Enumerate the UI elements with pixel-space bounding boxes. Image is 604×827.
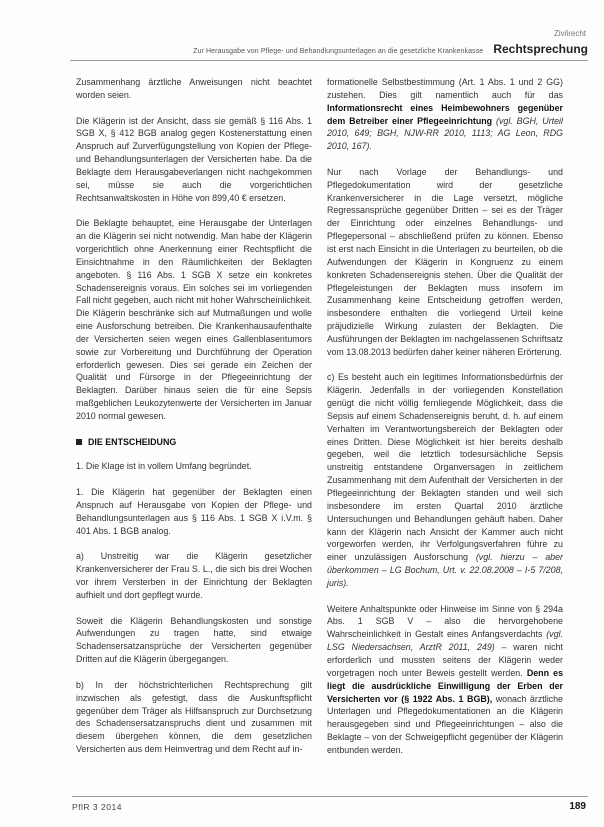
paragraph: a) Unstreitig war die Klägerin gesetzlicher Krankenversicherer der Frau S. L., die sich bis drei Wochen vor ihrem Versterben in der Einrichtung der Beklagten aufhielt und dort gepflegt wurde.	[76, 551, 312, 600]
paragraph: b) In der höchstrichterlichen Rechtsprechung gilt inzwischen als gefestigt, dass die Auskunftspflicht gegenüber dem Träger als Hilfsanspruch zur Durchsetzung des Schadensersatzanspruchs dient und zusammen mit diesem übergehen können, die dem gesetzlichen Versicherten aus dem Heimvertrag und dem Recht auf in-	[76, 679, 312, 755]
paragraph: Zusammenhang ärztliche Anweisungen nicht beachtet worden seien.	[76, 77, 312, 100]
bold-text: Informationsrecht eines Heimbewohners gegenüber dem Betreiber einer Pflegeeinrichtung	[327, 102, 563, 126]
paragraph: Die Beklagte behauptet, eine Herausgabe der Unterlagen an die Klägerin sei nicht notwendig. Man habe der Klägerin vorgerichtlich ohne Anerkennung einer Rechtspflicht die Einsichtnahme in den Räumlichkeiten der Beklagten angeboten. § 116 Abs. 1 SGB X setze ein konkretes Schadensereignis voraus. Ein solches sei im vorliegenden Fall nicht gegeben, auch nicht mit hoher Wahrscheinlichkeit. Die Klägerin beschränke sich auf Mutmaßungen und wolle eine Ausforschung betreiben. Die Krankenhausaufenthalte der Versicherten seien wegen eines Gallenblasentumors sowie zur Vorbereitung und Durchführung der Operation erforderlich gewesen. Dies sei gerade ein Zeichen der Qualität und Fürsorge in der Pflegeeinrichtung der Beklagten. Darüber hinaus seien die für eine Sepsis maßgeblichen Leukozytenwerte der Versicherten im Januar 2010 normal gewesen.	[76, 218, 312, 421]
section-title: Rechtsprechung	[493, 42, 588, 56]
paragraph: 1. Die Klägerin hat gegenüber der Beklagten einen Anspruch auf Herausgabe von Kopien der Pflege- und Behandlungsunterlagen aus § 116 Abs. 1 SGB X i.V.m. § 401 Abs. 1 BGB analog.	[76, 487, 312, 536]
text-run: formationelle Selbstbestimmung (Art. 1 Abs. 1 und 2 GG) zustehen. Dies gilt namentlich auch für das	[327, 77, 563, 100]
text-run: c) Es besteht auch ein legitimes Informationsbedürfnis der Klägerin. Jedenfalls in der vorliegenden Konstellation genügt die nicht völlig fernliegende Möglichkeit, dass die Sepsis auf einem Schadensereignis beruht, d. h. auf einem Verhalten im Verantwortungsbereich der Beklagten oder eines Dritten. Diese Möglichkeit ist hier bereits deshalb gegeben, weil die letztlich todesursächliche Sepsis unstreitig entstandene Organversagen in zeitlichem Zusammenhang mit dem Aufenthalt der Versicherten in der Pflegeeinrichtung der Beklagten standen und weil sich insbesondere im ersten Quartal 2010 ärztliche Untersuchungen und Behandlungen gehäuft haben. Daher kann der Klägerin nach Ansicht der Kammer auch nicht vorgeworfen werden, ihr Verfolgungsverfahren führe zu einer unzulässigen Ausforschung	[327, 372, 563, 563]
header-divider	[70, 60, 588, 61]
right-column	[327, 76, 563, 770]
citation-text: (vgl. LSG Niedersachsen, ArztR 2011, 249)	[327, 629, 563, 653]
paragraph: Soweit die Klägerin Behandlungskosten und sonstige Aufwendungen zu tragen hatte, sind etwaige Schadensersatzansprüche der Versicherten gegenüber Dritten auf die Klägerin übergegangen.	[76, 615, 312, 665]
paragraph: 1. Die Klage ist in vollem Umfang begründet.	[76, 461, 252, 472]
section-heading-label: DIE ENTSCHEIDUNG	[88, 436, 177, 447]
journal-issue: PflR 3 2014	[72, 802, 122, 812]
text-run: – waren nicht erforderlich und mussten seitens der Klägerin weder vorgetragen noch unter Beweis gestellt werden.	[327, 642, 563, 678]
header-category-tag: Zivilrecht	[553, 29, 586, 38]
text-run: Weitere Anhaltspunkte oder Hinweise im Sinne von § 294a Abs. 1 SGB V – also die hervorgehobene Wahrscheinlichkeit in Gestalt eines Anfangsverdachts	[327, 603, 563, 640]
page-header	[70, 42, 588, 58]
paragraph	[327, 371, 563, 589]
section-heading	[76, 436, 312, 449]
text-run: wonach ärztliche Unterlagen und Pflegedokumentationen an die Klägerin herausgegeben sind und Pflegeeinrichtungen – also die Beklagte – von der Schweigepflicht gegenüber der Klägerin entbunden werden.	[327, 693, 563, 755]
paragraph	[327, 76, 563, 153]
citation-text: (vgl. BGH, Urteil 2010, 649; BGH, NJW-RR 2010, 1113; AG Leon, RDG 2010, 167).	[327, 115, 564, 152]
bullet-square-icon	[76, 439, 82, 445]
left-column	[76, 76, 312, 769]
running-title: Zur Herausgabe von Pflege- und Behandlungsunterlagen an die gesetzliche Krankenkasse	[193, 48, 484, 55]
page-number: 189	[569, 801, 586, 812]
bold-text: Denn es liegt die ausdrückliche Einwilligung der Erben der Versicherten vor (§ 1922 Abs. 1 BGB),	[327, 667, 564, 704]
paragraph: Nur nach Vorlage der Behandlungs- und Pflegedokumentation wird der gesetzliche Krankenversicherer in die Lage versetzt, mögliche Regressansprüche gegenüber Dritten – sei es der Träger der Einrichtung oder einzelnes Behandlungs- und Pflegepersonal – abschließend prüfen zu können. Ebenso ist erst nach Einsicht in die Unterlagen zu beurteilen, ob die Aufwendungen der Klägerin in Kongruenz zu einem konkreten Schadensereignis stehen. Über die Qualität der Pflegeleistungen der Beklagten muss insofern im Zusammenhang keine Entscheidung getroffen werden, insbesondere enthalten die vorliegend Urteil keine präjudizielle Wirkung zulasten der Beklagten. Die Ausführungen der Beklagten im nachgelassenen Schriftsatz vom 13.08.2013 bedürfen daher keiner näheren Erörterung.	[327, 166, 563, 357]
paragraph: Die Klägerin ist der Ansicht, dass sie gemäß § 116 Abs. 1 SGB X, § 412 BGB analog gegen Kostenerstattung einen Anspruch auf Zurverfügungstellung von Kopien der Pflege- und Behandlungsunterlagen der Versicherten habe. Da die Beklagte dem Herausgabeverlangen nicht nachgekommen sei, müsse sie auch die vorgerichtlichen Rechtsanwaltskosten in Höhe von 899,40 € ersetzen.	[76, 115, 312, 203]
footer-divider	[72, 796, 588, 797]
citation-text: (vgl. hierzu – aber überkommen – LG Bochum, Urt. v. 22.08.2008 – I-5 7/208, juris).	[327, 552, 563, 588]
paragraph	[327, 603, 563, 757]
